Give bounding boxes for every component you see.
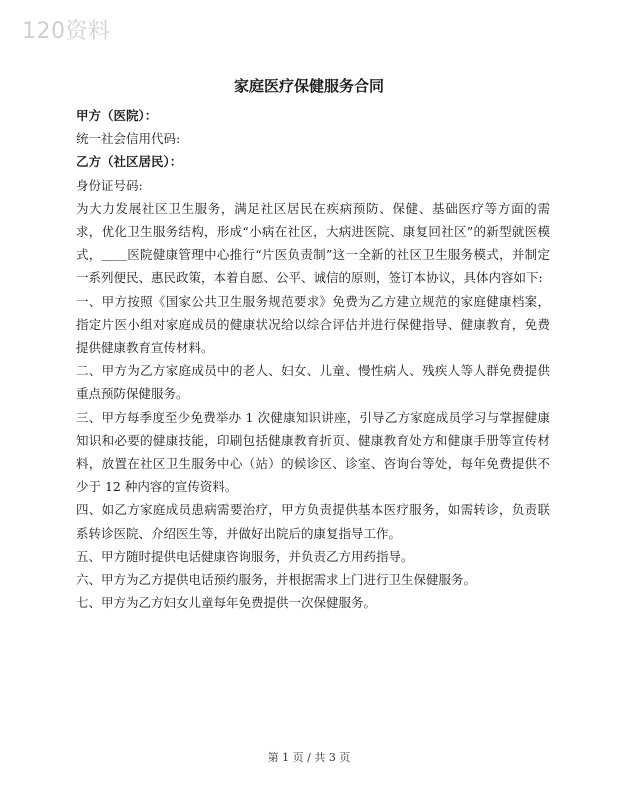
clause-3: 三、甲方每季度至少免费举办 1 次健康知识讲座，引导乙方家庭成员学习与掌握健康知识和必要的健康技能，印刷包括健康教育折页、健康教育处方和健康手册等宣传材料，放置在社区卫生服务中心（站）的候诊区、诊室、咨询台等处，每年免费提供不少于 12 种内容的宣传资料。 xyxy=(76,409,550,495)
document-title: 家庭医疗保健服务合同 xyxy=(233,77,384,95)
clause-7: 七、甲方为乙方妇女儿童每年免费提供一次保健服务。 xyxy=(76,595,377,611)
clause-4: 四、如乙方家庭成员患病需要治疗，甲方负责提供基本医疗服务，如需转诊，负责联系转诊医院、介绍医生等，并做好出院后的康复指导工作。 xyxy=(76,502,550,541)
party-b-label: 乙方（社区居民）： xyxy=(76,154,183,170)
watermark-logo: 120资料 xyxy=(22,19,111,44)
clause-5: 五、甲方随时提供电话健康咨询服务，并负责乙方用药指导。 xyxy=(76,548,414,564)
intro-paragraph: 为大力发展社区卫生服务，满足社区居民在疾病预防、保健、基础医疗等方面的需求，优化卫生服务结构，形成“小病在社区，大病进医院、康复回社区”的新型就医模式，＿＿医院健康管理中心推行“片医负责制”这一全新的社区卫生服务模式，并制定一系列便民、惠民政策，本着自愿、公平、诚信的原则，签订本协议，具体内容如下: xyxy=(76,200,550,286)
document-body xyxy=(76,104,550,614)
clause-6: 六、甲方为乙方提供电话预约服务，并根据需求上门进行卫生保健服务。 xyxy=(76,572,477,588)
clause-1: 一、甲方按照《国家公共卫生服务规范要求》免费为乙方建立规范的家庭健康档案，指定片医小组对家庭成员的健康状况给以综合评估并进行保健指导、健康教育，免费提供健康教育宣传材料。 xyxy=(76,293,550,356)
credit-code-label: 统一社会信用代码: xyxy=(76,131,181,147)
clause-2: 二、甲方为乙方家庭成员中的老人、妇女、儿童、慢性病人、残疾人等人群免费提供重点预防保健服务。 xyxy=(76,363,550,402)
page-indicator: 第 1 页 / 共 3 页 xyxy=(267,751,351,764)
party-a-label: 甲方（医院）： xyxy=(76,108,158,123)
id-number-label: 身份证号码: xyxy=(76,177,143,193)
